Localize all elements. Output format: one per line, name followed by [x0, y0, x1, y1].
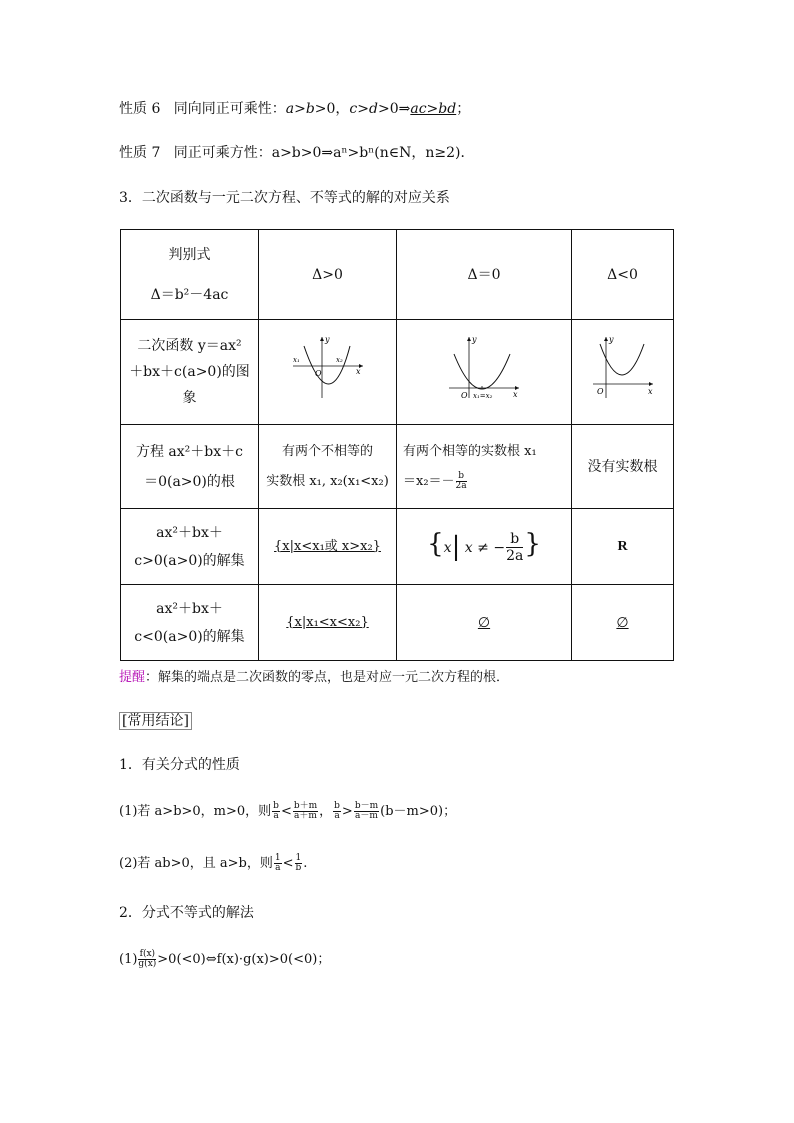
frac-num: b — [456, 472, 467, 482]
graph-no-root — [572, 320, 674, 425]
solution-gt0-double-root: {x| x ≠ − $\frac{b}{2a}$ } — [397, 509, 572, 585]
gt: > — [294, 101, 306, 117]
property-6-answer: ac>bd — [410, 101, 457, 117]
solution-gt0-no-root: R — [572, 509, 674, 585]
roots-double-text-2: ＝x₂＝－ — [403, 473, 455, 489]
row-graph-label — [121, 320, 259, 425]
fr-b: b — [273, 801, 279, 811]
fr-a2: a — [334, 811, 340, 821]
svg-text:x₁: x₁ — [292, 355, 300, 364]
end: ； — [456, 101, 471, 117]
hint-line — [119, 666, 509, 685]
svg-text:O: O — [314, 368, 322, 378]
svg-text:x₁=x₂: x₁=x₂ — [473, 391, 493, 400]
property-6-label: 性质 6 — [119, 101, 161, 117]
conclusion-1-heading: 1．有关分式的性质 — [119, 757, 240, 773]
svg-text:y: y — [472, 334, 477, 344]
conclusion-2a — [119, 948, 330, 969]
var-b: b — [305, 101, 315, 117]
roots-double — [397, 425, 572, 509]
hint-text: ：解集的端点是二次函数的零点，也是对应一元二次方程的根． — [145, 670, 510, 685]
roots-none: 没有实数根 — [572, 425, 674, 509]
gt0-label-1: ax²＋bx＋ — [156, 524, 223, 541]
graph-one-root — [397, 320, 572, 425]
parabola-one-root-graph — [444, 332, 524, 402]
svg-text:y: y — [608, 334, 614, 344]
svg-text:O: O — [596, 386, 604, 396]
implies: >0⇒ — [377, 101, 411, 117]
gt2: > — [357, 101, 369, 117]
parabola-two-roots-graph — [288, 332, 368, 402]
graph-two-roots — [259, 320, 397, 425]
graph-label-3: 象 — [182, 390, 197, 406]
row-roots-label — [121, 425, 259, 509]
conclusion-1a: (1)若 a>b>0，m>0，则 $\frac{b}{a}$ < $\frac{b+m}{a+m}$ ， $\frac{b}{a}$ > $\frac{b-m}{a-m}$ (b－m>0)； — [119, 801, 457, 821]
svg-text:x: x — [647, 386, 653, 396]
set-expr: x ≠ − — [464, 539, 506, 556]
roots-two-distinct — [259, 425, 397, 509]
c1b-post: . — [303, 856, 308, 871]
c1b-pre: (2)若 ab>0，且 a>b，则 — [119, 856, 273, 871]
solution-lt0-double-root: ∅ — [397, 585, 572, 661]
solution-gt0-two-roots: {x|x<x₁或 x>x₂} — [259, 509, 397, 585]
conclusion-1b: (2)若 ab>0，且 a>b，则 $\frac{1}{a}$ < $\frac{1}{b}$ . — [119, 853, 308, 873]
conclusion-2-heading: 2．分式不等式的解法 — [119, 905, 254, 921]
c2a-pre: (1) — [119, 952, 138, 967]
hint-label: 提醒 — [119, 670, 146, 685]
svg-text:x: x — [355, 366, 361, 376]
parabola-no-root-graph — [588, 332, 658, 402]
common-conclusions-heading — [119, 710, 192, 730]
lt0-label-1: ax²＋bx＋ — [156, 600, 223, 617]
svg-text:x₂: x₂ — [335, 355, 343, 364]
fr-bmm: b－m — [354, 801, 379, 811]
roots-double-text-1: 有两个相等的实数根 x₁ — [403, 443, 537, 459]
section-3-heading: 3．二次函数与一元二次方程、不等式的解的对应关系 — [119, 190, 450, 206]
var-c: c — [349, 101, 358, 117]
fr-b3: b — [295, 863, 302, 873]
common-conclusions-label: [常用结论] — [119, 712, 192, 730]
fr-b2: b — [334, 801, 340, 811]
fr-a: a — [273, 811, 279, 821]
svg-text:O: O — [461, 390, 468, 400]
header-discriminant — [121, 230, 259, 320]
set-frac-den: 2a — [506, 548, 524, 565]
set-fraction — [506, 531, 523, 564]
row-gt0-label — [121, 509, 259, 585]
roots-two-text-1: 有两个不相等的 — [281, 443, 373, 459]
header-gt0: Δ>0 — [259, 230, 397, 320]
lt0-label-2: c<0(a>0)的解集 — [134, 628, 245, 645]
property-6-name: 同向同正可乘性： — [173, 101, 286, 117]
property-7-text: a>b>0⇒aⁿ>bⁿ(n∈N，n≥2)． — [271, 145, 475, 161]
graph-label-2: ＋bx＋c(a>0)的图 — [129, 364, 250, 380]
fr-one: 1 — [274, 853, 281, 863]
svg-text:y: y — [324, 334, 330, 344]
property-7 — [119, 142, 475, 162]
header-lt0: Δ<0 — [572, 230, 674, 320]
roots-two-text-2: 实数根 x₁, x₂(x₁<x₂) — [266, 473, 389, 489]
c1a-pre: (1)若 a>b>0，m>0，则 — [119, 804, 272, 819]
svg-text:x: x — [513, 389, 518, 399]
quadratic-table — [120, 229, 674, 661]
property-7-label: 性质 7 — [119, 145, 161, 161]
c1a-post: (b－m>0)； — [380, 804, 457, 819]
header-label: 判别式 — [168, 246, 211, 263]
frac-den: 2a — [455, 480, 467, 491]
roots-double-fraction — [456, 472, 467, 491]
fr-one2: 1 — [295, 853, 302, 863]
solution-lt0-two-roots: {x|x₁<x<x₂} — [259, 585, 397, 661]
fr-bm: b＋m — [293, 801, 318, 811]
fr-amm: a－m — [355, 811, 378, 821]
fr-a3: a — [275, 863, 281, 873]
row-lt0-label — [121, 585, 259, 661]
fr-fx: f(x) — [139, 949, 156, 959]
header-formula: Δ＝b²－4ac — [150, 286, 229, 303]
solution-lt0-no-root: ∅ — [572, 585, 674, 661]
var-d: d — [369, 101, 378, 117]
c1a-mid: ， — [319, 804, 333, 819]
roots-label-2: ＝0(a>0)的根 — [144, 473, 235, 490]
roots-label-1: 方程 ax²＋bx＋c — [135, 443, 243, 460]
graph-label-1: 二次函数 y＝ax² — [137, 338, 242, 354]
fr-gx: g(x) — [138, 959, 157, 969]
c2a-post: >0(<0)⇔f(x)·g(x)>0(<0)； — [157, 952, 331, 967]
gt0: >0， — [314, 101, 350, 117]
set-frac-num: b — [506, 531, 523, 548]
property-7-name: 同正可乘方性： — [173, 145, 272, 161]
header-eq0: Δ＝0 — [397, 230, 572, 320]
gt0-label-2: c>0(a>0)的解集 — [134, 552, 245, 569]
fr-am: a＋m — [294, 811, 317, 821]
var-a: a — [285, 101, 295, 117]
property-6 — [119, 98, 470, 118]
